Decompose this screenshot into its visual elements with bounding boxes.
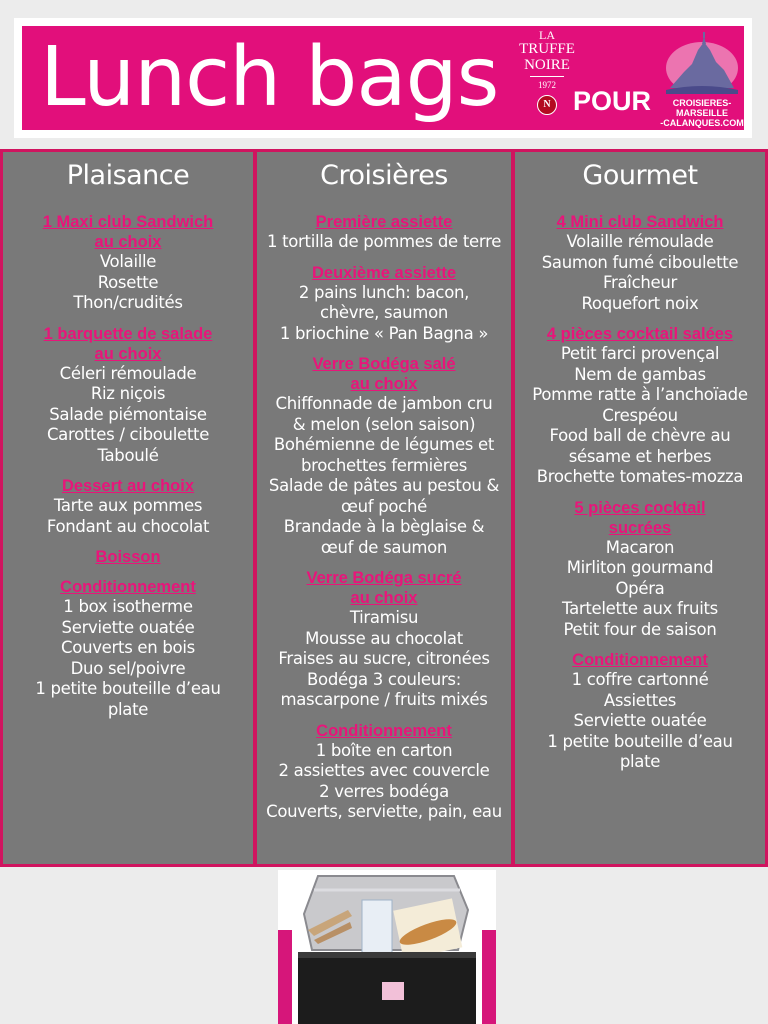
menu-item: Carottes / ciboulette (46, 425, 210, 444)
menu-item: plate (619, 752, 661, 771)
menu-item: plate (107, 699, 149, 719)
menu-item: Nem de gambas (574, 364, 706, 384)
menu-section (257, 263, 511, 345)
croisieres-logo (650, 28, 754, 128)
menu-item: Mousse au chocolat (305, 628, 463, 648)
truffe-logo-line1: LA (539, 28, 555, 42)
menu-item: Fraîcheur (603, 273, 677, 292)
menu-item: mascarpone / fruits mixés (280, 690, 488, 709)
menu-item: Assiettes (603, 690, 677, 710)
menu-item: 2 assiettes avec couvercle (278, 761, 490, 780)
menu-item: Macaron (605, 537, 675, 557)
menu-section (515, 212, 765, 314)
menu-item: Tiramisu (349, 608, 419, 627)
column-title: Gourmet (582, 160, 698, 191)
menu-item: Fraises au sucre, citronées (278, 649, 490, 668)
column-plaisance (3, 152, 253, 864)
menu-item: Saumon fumé ciboulette (541, 252, 739, 272)
menu-item: Food ball de chèvre au (549, 426, 731, 445)
column-sections (257, 212, 511, 823)
menu-item: chèvre, saumon (319, 303, 449, 322)
menu-item: Bohémienne de légumes et (273, 435, 495, 454)
section-title: 1 barquette de salade (43, 324, 213, 343)
menu-item: Couverts en bois (61, 638, 195, 657)
section-title: au choix (94, 344, 162, 363)
truffe-logo-line3: NOIRE (524, 57, 570, 73)
menu-item: Thon/crudités (73, 293, 183, 312)
truffe-logo-divider (530, 76, 564, 77)
lunch-bag-icon (278, 870, 496, 1024)
croisieres-logo-line1: CROISIERES-MARSEILLE (672, 98, 732, 118)
section-title: au choix (350, 375, 418, 393)
menu-item: 1 petite bouteille d’eau (547, 731, 733, 751)
menu-item: Salade piémontaise (49, 404, 207, 424)
menu-section (257, 721, 511, 823)
section-title: au choix (350, 589, 418, 607)
menu-section (3, 476, 253, 537)
truffe-noire-logo (515, 27, 579, 129)
menu-item: Tarte aux pommes (53, 496, 203, 515)
rock-island-icon (662, 28, 742, 98)
section-title: 5 pièces cocktail (574, 498, 706, 517)
menu-item: Petit farci provençal (560, 344, 720, 363)
menu-item: Céleri rémoulade (59, 363, 197, 383)
menu-item: 1 boîte en carton (315, 740, 453, 760)
menu-item: Salade de pâtes au pestou & (268, 476, 500, 495)
menu-section (3, 547, 253, 567)
section-title: 4 pièces cocktail salées (546, 325, 734, 343)
header-banner (22, 26, 744, 130)
menu-section (515, 650, 765, 773)
menu-item: 1 tortilla de pommes de terre (266, 232, 502, 251)
menu-item: Couverts, serviette, pain, eau (266, 802, 502, 821)
menu-section (515, 324, 765, 488)
section-title: Conditionnement (60, 578, 196, 596)
menu-item: Fondant au chocolat (46, 516, 210, 536)
menu-item: Opéra (615, 578, 665, 598)
page-title: Lunch bags (40, 30, 499, 125)
section-title: Verre Bodéga sucré (306, 569, 462, 587)
column-sections (3, 212, 253, 720)
column-title: Croisières (320, 160, 448, 191)
menu-columns (0, 149, 768, 867)
menu-item: Mirliton gourmand (566, 558, 714, 577)
menu-item: 2 verres bodéga (319, 781, 449, 801)
section-title: Conditionnement (316, 721, 452, 740)
menu-section (257, 354, 511, 558)
menu-section (3, 577, 253, 720)
menu-item: Brochette tomates-mozza (536, 467, 744, 486)
croisieres-logo-line2: -CALANQUES.COM (660, 118, 744, 128)
menu-item: Taboulé (97, 445, 159, 465)
section-title: Première assiette (315, 213, 453, 231)
section-title: Boisson (95, 548, 161, 566)
section-title: 1 Maxi club Sandwich (42, 213, 214, 231)
column-sections (515, 212, 765, 773)
menu-item: & melon (selon saison) (292, 414, 476, 434)
menu-item: Tartelette aux fruits (562, 599, 718, 618)
menu-item: Crespéou (602, 405, 678, 425)
menu-section (3, 324, 253, 467)
menu-item: œuf de saumon (320, 537, 448, 557)
lunch-bag-photo (278, 870, 496, 1024)
menu-section (3, 212, 253, 314)
menu-item: Volaille (99, 252, 157, 271)
menu-item: Rosette (97, 272, 159, 292)
menu-item: 1 coffre cartonné (571, 670, 709, 689)
section-title: 4 Mini club Sandwich (556, 213, 724, 231)
menu-item: 1 briochine « Pan Bagna » (279, 323, 489, 343)
menu-item: Duo sel/poivre (70, 658, 186, 678)
section-title: Dessert au choix (61, 477, 195, 495)
seal-icon: N (537, 95, 557, 115)
menu-item: Riz niçois (90, 384, 166, 403)
menu-item: Brandade à la bèglaise & (283, 517, 485, 536)
pour-label: POUR (573, 86, 652, 116)
section-title: Deuxième assiette (312, 263, 456, 282)
menu-item: œuf poché (341, 496, 427, 516)
menu-item: Petit four de saison (563, 619, 717, 639)
menu-item: 2 pains lunch: bacon, (298, 282, 470, 302)
menu-item: Serviette ouatée (573, 711, 707, 730)
menu-item: Chiffonnade de jambon cru (275, 394, 493, 413)
column-gourmet (515, 152, 765, 864)
truffe-logo-year: 1972 (538, 80, 556, 90)
menu-item: brochettes fermières (300, 455, 468, 475)
column-croisieres (257, 152, 511, 864)
section-title: Conditionnement (572, 651, 708, 669)
menu-section (515, 498, 765, 641)
header (14, 18, 752, 138)
menu-item: Roquefort noix (581, 293, 699, 313)
menu-item: Bodéga 3 couleurs: (307, 669, 461, 689)
menu-section (257, 212, 511, 253)
menu-item: 1 box isotherme (63, 597, 193, 616)
menu-item: Volaille rémoulade (566, 232, 714, 251)
menu-item: Pomme ratte à l’anchoïade (532, 385, 748, 404)
truffe-logo-line2: TRUFFE (519, 41, 575, 57)
section-title: Verre Bodéga salé (312, 355, 456, 373)
menu-item: 1 petite bouteille d’eau (35, 679, 221, 698)
section-title: sucrées (608, 518, 672, 537)
menu-item: Serviette ouatée (61, 617, 195, 637)
section-title: au choix (94, 233, 162, 251)
menu-item: sésame et herbes (568, 446, 712, 466)
menu-section (257, 568, 511, 711)
column-title: Plaisance (66, 160, 190, 191)
